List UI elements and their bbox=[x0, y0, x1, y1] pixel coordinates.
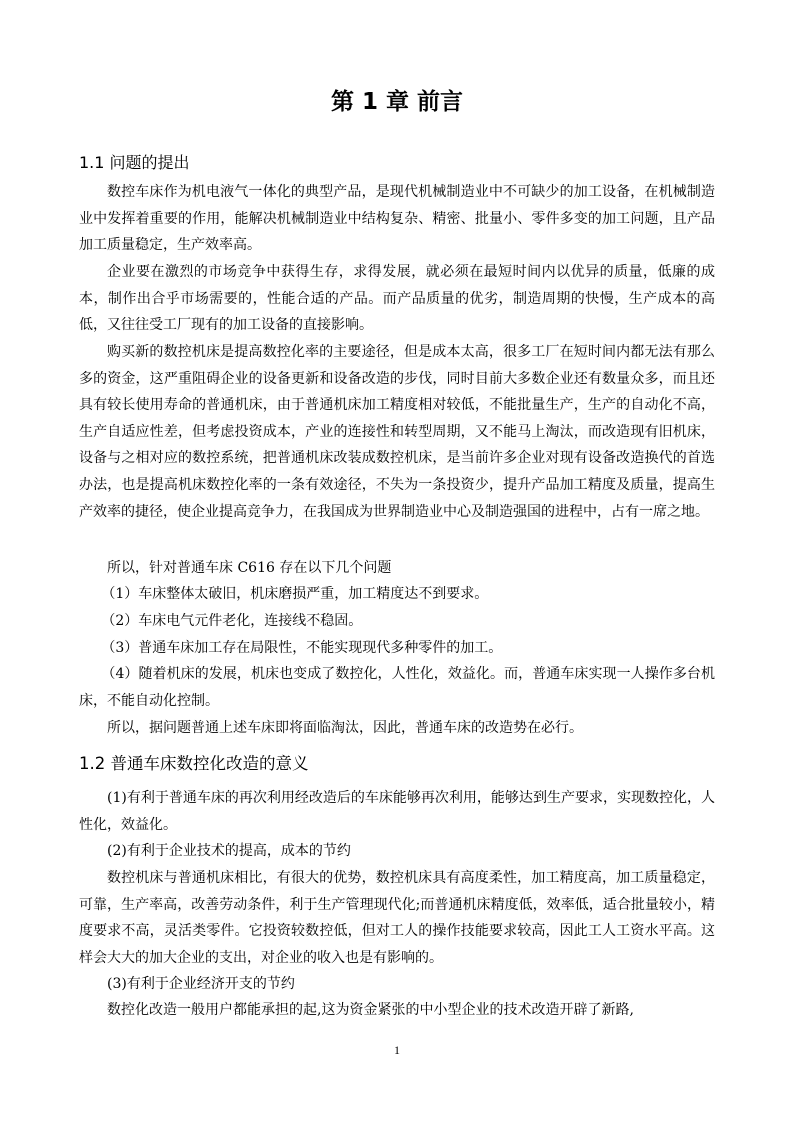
paragraph: 所以，据问题普通上述车床即将面临淘汰，因此，普通车床的改造势在必行。 bbox=[107, 720, 583, 736]
paragraph: 购买新的数控机床是提高数控化率的主要途径，但是成本太高，很多工厂在短时间内都无法有那么多的资金，这严重阻碍企业的设备更新和设备改造的步伐，同时目前大多数企业还有数量众多，而且还具有较长使用寿命的普通机床，由于普通机床加工精度相对较低，不能批量生产，生产的自动化不高，生产自适应性差，但考虑投资成本，产业的连接性和转型周期，又不能马上淘汰，而改造现有旧机床，设备与之相对应的数控系统，把普通机床改装成数控机床，是当前许多企业对现有设备改造换代的首选办法，也是提高机床数控化率的一条有效途径，不失为一条投资少，提升产品加工精度及质量，提高生产效率的捷径，使企业提高竞争力，在我国成为世界制造业中心及制造强国的进程中，占有一席之地。 bbox=[79, 344, 715, 520]
paragraph: 数控机床与普通机床相比，有很大的优势，数控机床具有高度柔性，加工精度高，加工质量稳定，可靠，生产率高，改善劳动条件，利于生产管理现代化;而普通机床精度低，效率低，适合批量较小，精度要求不高，灵活类零件。它投资较数控低，但对工人的操作技能要求较高，因此工人工资水平高。这样会大大的加大企业的支出，对企业的收入也是有影响的。 bbox=[79, 870, 715, 966]
list-item: （3）普通车床加工存在局限性，不能实现现代多种零件的加工。 bbox=[101, 640, 503, 656]
paragraph: (1)有利于普通车床的再次利用经改造后的车床能够再次利用，能够达到生产要求，实现数控化，人性化，效益化。 bbox=[79, 790, 715, 833]
page-number: 1 bbox=[394, 1043, 400, 1057]
paragraph: (3)有利于企业经济开支的节约 bbox=[107, 976, 295, 992]
paragraph: 所以，针对普通车床 C616 存在以下几个问题 bbox=[107, 560, 392, 576]
section-heading-1-2: 1.2 普通车床数控化改造的意义 bbox=[79, 754, 309, 773]
section-heading-1-1: 1.1 问题的提出 bbox=[79, 153, 190, 172]
list-item: （1）车床整体太破旧，机床磨损严重，加工精度达不到要求。 bbox=[101, 586, 489, 602]
paragraph: 企业要在激烈的市场竞争中获得生存，求得发展，就必须在最短时间内以优异的质量，低廉的成本，制作出合乎市场需要的，性能合适的产品。而产品质量的优劣，制造周期的快慢，生产成本的高低，又往往受工厂现有的加工设备的直接影响。 bbox=[79, 264, 715, 334]
list-item: （2）车床电气元件老化，连接线不稳固。 bbox=[101, 613, 363, 629]
paragraph: (2)有利于企业技术的提高，成本的节约 bbox=[107, 843, 351, 859]
list-item: （4）随着机床的发展，机床也变成了数控化，人性化，效益化。而，普通车床实现一人操作多台机床，不能自动化控制。 bbox=[79, 666, 715, 709]
paragraph: 数控车床作为机电液气一体化的典型产品，是现代机械制造业中不可缺少的加工设备，在机械制造业中发挥着重要的作用，能解决机械制造业中结构复杂、精密、批量小、零件多变的加工问题，且产品加工质量稳定，生产效率高。 bbox=[79, 184, 715, 254]
paragraph: 数控化改造一般用户都能承担的起,这为资金紧张的中小型企业的技术改造开辟了新路, bbox=[107, 1002, 634, 1018]
chapter-title: 第 1 章 前言 bbox=[330, 89, 464, 115]
